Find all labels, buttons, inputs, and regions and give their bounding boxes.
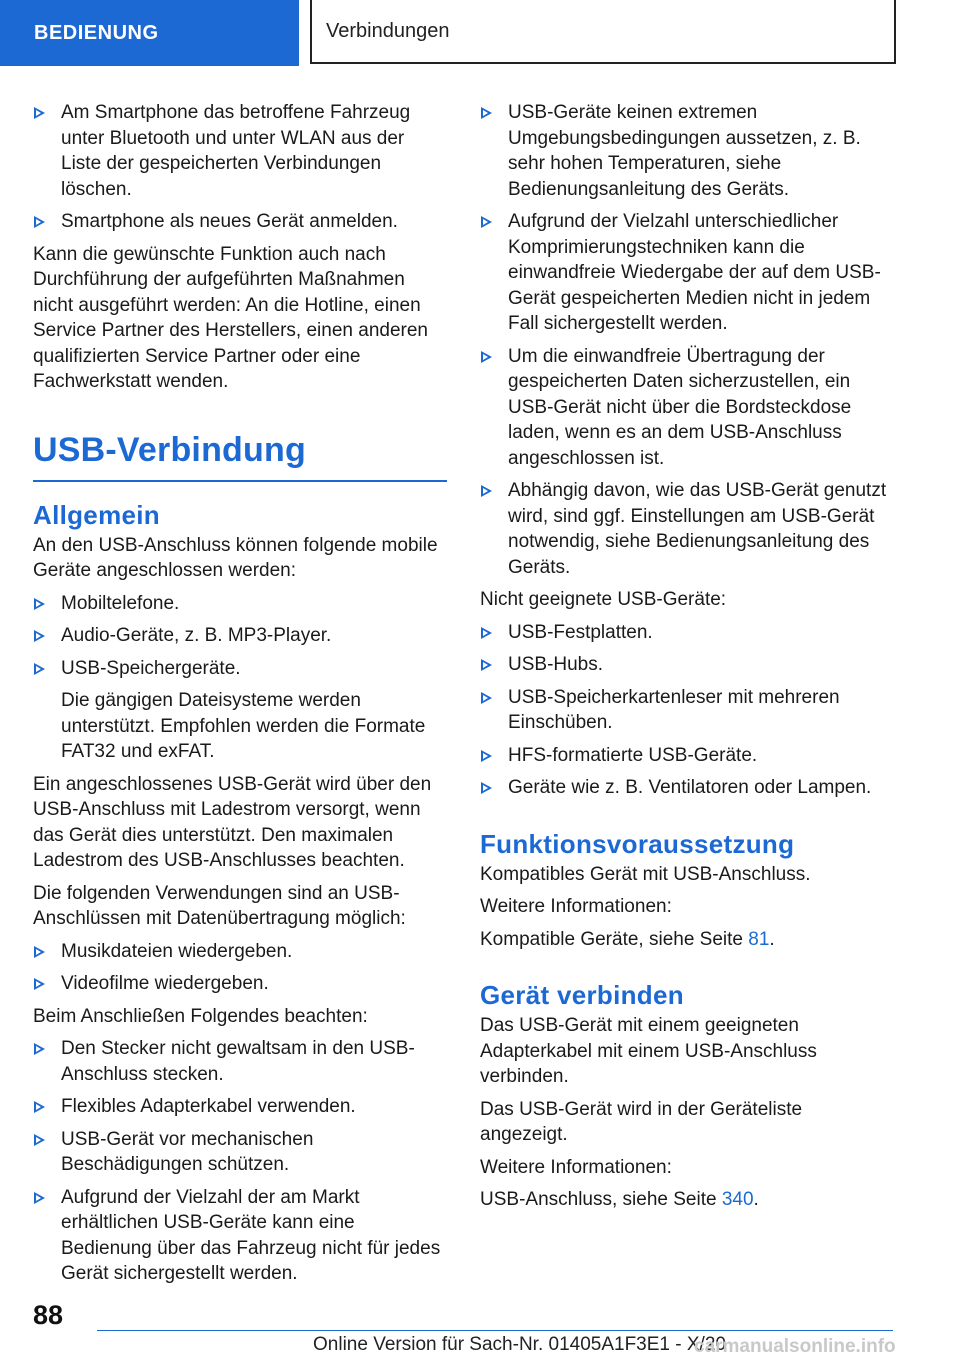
list-item: Um die einwandfreie Übertragung der gespeicherten Daten sicherzustellen, ein USB-Gerät nicht über die Bordsteckdose laden, wenn es an dem USB-Anschluss angeschlossen ist. bbox=[480, 344, 894, 472]
triangle-bullet-icon bbox=[481, 627, 492, 639]
filesystem-note: Die gängigen Dateisysteme werden unterstützt. Empfohlen werden die Formate FAT32 und exFAT. bbox=[61, 690, 426, 762]
page-link-340[interactable]: 340 bbox=[721, 1189, 754, 1210]
intro-paragraph: An den USB-Anschluss können folgende mobile Geräte angeschlossen werden: bbox=[33, 534, 438, 581]
triangle-bullet-icon bbox=[34, 107, 45, 119]
usb-port-ref: USB-Anschluss, siehe Seite 340. bbox=[480, 1189, 759, 1210]
connect-paragraph: Das USB-Gerät mit einem geeigneten Adapterkabel mit einem USB-Anschluss verbinden. bbox=[480, 1015, 817, 1087]
list-item: Musikdateien wiedergeben. bbox=[33, 939, 447, 965]
list-item: USB-Gerät vor mechanischen Beschädigungen schützen. bbox=[33, 1127, 447, 1178]
footer-divider bbox=[97, 1330, 893, 1331]
list-item: Geräte wie z. B. Ventilatoren oder Lampen. bbox=[480, 775, 894, 801]
compatible-devices-ref: Kompatible Geräte, siehe Seite 81. bbox=[480, 928, 775, 950]
uses-paragraph: Die folgenden Verwendungen sind an USB-Anschlüssen mit Datenübertragung möglich: bbox=[33, 882, 406, 929]
page-link-81[interactable]: 81 bbox=[748, 928, 770, 950]
subheading-connect-device: Gerät verbinden bbox=[480, 980, 684, 1010]
triangle-bullet-icon bbox=[34, 978, 45, 990]
page-header bbox=[0, 0, 960, 66]
triangle-bullet-icon bbox=[481, 782, 492, 794]
list-item: Abhängig davon, wie das USB-Gerät genutzt wird, sind ggf. Einstellungen am USB-Gerät notwendig, siehe Bedienungsanleitung des Geräts. bbox=[480, 478, 894, 580]
right-column bbox=[480, 100, 894, 1220]
triangle-bullet-icon bbox=[34, 1192, 45, 1204]
list-item: Den Stecker nicht gewaltsam in den USB-Anschluss stecken. bbox=[33, 1036, 447, 1087]
list-item: USB-Hubs. bbox=[480, 652, 894, 678]
more-info-label: Weitere Informationen: bbox=[480, 1156, 672, 1178]
list-item: Flexibles Adapterkabel verwenden. bbox=[33, 1094, 447, 1120]
triangle-bullet-icon bbox=[34, 598, 45, 610]
triangle-bullet-icon bbox=[481, 107, 492, 119]
triangle-bullet-icon bbox=[481, 485, 492, 497]
section-tab: BEDIENUNG bbox=[0, 0, 299, 66]
list-item: Aufgrund der Vielzahl der am Markt erhältlichen USB-Geräte kann eine Bedienung über das Fahrzeug nicht für jedes Gerät sichergestellt werden. bbox=[33, 1185, 447, 1287]
triangle-bullet-icon bbox=[481, 659, 492, 671]
watermark: carmanualsonline.info bbox=[694, 1336, 896, 1357]
list-item: USB-Speicherkartenleser mit mehreren Einschüben. bbox=[480, 685, 894, 736]
triangle-bullet-icon bbox=[34, 663, 45, 675]
requirements-paragraph: Kompatibles Gerät mit USB-Anschluss. bbox=[480, 863, 811, 885]
list-item: Smartphone als neues Gerät anmelden. bbox=[33, 209, 447, 235]
list-item: USB-Festplatten. bbox=[480, 620, 894, 646]
list-item: Mobiltelefone. bbox=[33, 591, 447, 617]
triangle-bullet-icon bbox=[34, 1043, 45, 1055]
triangle-bullet-icon bbox=[34, 216, 45, 228]
triangle-bullet-icon bbox=[34, 1101, 45, 1113]
triangle-bullet-icon bbox=[34, 946, 45, 958]
triangle-bullet-icon bbox=[481, 351, 492, 363]
subheading-requirements: Funktionsvoraussetzung bbox=[480, 828, 795, 859]
triangle-bullet-icon bbox=[34, 1134, 45, 1146]
page-number: 88 bbox=[33, 1300, 64, 1330]
charging-paragraph: Ein angeschlossenes USB-Gerät wird über den USB-Anschluss mit Ladestrom versorgt, wenn das Gerät dies unterstützt. Den maximalen Ladestrom des USB-Anschlusses beachten. bbox=[33, 773, 432, 871]
chapter-title: Verbindungen bbox=[310, 0, 896, 64]
more-info-label: Weitere Informationen: bbox=[480, 896, 672, 917]
list-item: USB-Geräte keinen extremen Umgebungsbedingungen aussetzen, z. B. sehr hohen Temperaturen, siehe Bedienungsanleitung des Geräts. bbox=[480, 100, 894, 202]
footer-version: Online Version für Sach-Nr. 01405A1F3E1 - X/20 bbox=[313, 1334, 726, 1355]
triangle-bullet-icon bbox=[34, 630, 45, 642]
hotline-paragraph: Kann die gewünschte Funktion auch nach Durchführung der aufgeführten Maßnahmen nicht ausgeführt werden: An die Hotline, einen Service Partner des Herstellers, einen anderen qualifizierten Service Partner oder eine Fachwerkstatt wenden. bbox=[33, 243, 428, 392]
subheading-general: Allgemein bbox=[33, 499, 160, 530]
list-item: USB-Speichergeräte. bbox=[33, 656, 447, 682]
notes-paragraph: Beim Anschließen Folgendes beachten: bbox=[33, 1005, 368, 1027]
triangle-bullet-icon bbox=[481, 692, 492, 704]
triangle-bullet-icon bbox=[481, 216, 492, 228]
device-list-paragraph: Das USB-Gerät wird in der Geräteliste angezeigt. bbox=[480, 1098, 803, 1145]
list-item: Aufgrund der Vielzahl unterschiedlicher Komprimierungstechniken kann die einwandfreie Wiedergabe der auf dem USB-Gerät gespeicherten Medien nicht in jedem Fall sichergestellt werden. bbox=[480, 209, 894, 337]
list-item: Audio-Geräte, z. B. MP3-Player. bbox=[33, 623, 447, 649]
left-column bbox=[33, 100, 447, 1294]
list-item: Videofilme wiedergeben. bbox=[33, 971, 447, 997]
section-heading-usb: USB-Verbindung bbox=[33, 431, 447, 482]
triangle-bullet-icon bbox=[481, 750, 492, 762]
list-item: Am Smartphone das betroffene Fahrzeug unter Bluetooth und unter WLAN aus der Liste der gespeicherten Verbindungen löschen. bbox=[33, 100, 447, 202]
unsuitable-paragraph: Nicht geeignete USB-Geräte: bbox=[480, 589, 727, 610]
list-item: HFS-formatierte USB-Geräte. bbox=[480, 743, 894, 769]
